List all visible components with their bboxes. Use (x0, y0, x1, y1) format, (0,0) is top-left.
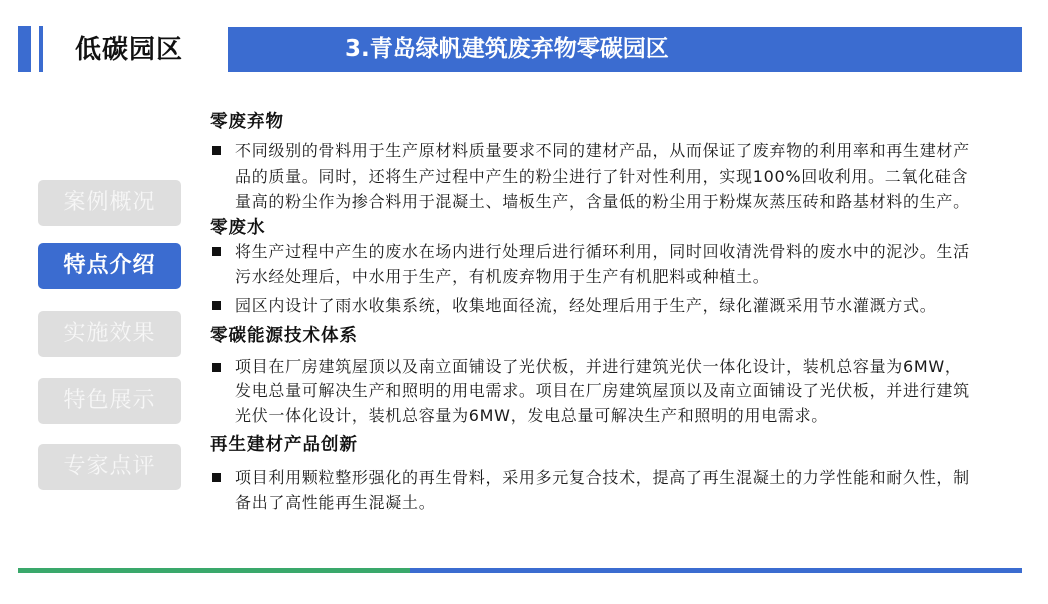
text-line: 污水经处理后，中水用于生产，有机废弃物用于生产有机肥料或种植土。 (235, 267, 770, 286)
section-heading-zero-wastewater: 零废水 (210, 218, 266, 238)
text-line: 品的质量。同时，还将生产过程中产生的粉尘进行了针对性利用，实现100%回收利用。二氧化硅含 (235, 166, 969, 186)
section-heading-zero-waste: 零废弃物 (210, 112, 284, 132)
text-line: 量高的粉尘作为掺合料用于混凝土、墙板生产，含量低的粉尘用于粉煤灰蒸压砖和路基材料的生产。 (235, 192, 970, 211)
text-line: 不同级别的骨料用于生产原材料质量要求不同的建材产品，从而保证了废弃物的利用率和再生建材产 (235, 141, 970, 160)
nav-item-expert-review[interactable]: 专家点评 (38, 444, 181, 490)
nav-item-features[interactable]: 特点介绍 (38, 243, 181, 289)
bullet-text (235, 293, 936, 319)
nav-item-case-overview[interactable]: 案例概况 (38, 180, 181, 226)
header-accent-bar-thin (39, 26, 43, 72)
title-banner (228, 27, 1022, 72)
bullet-text (235, 465, 970, 515)
section-heading-zero-carbon-energy: 零碳能源技术体系 (210, 326, 358, 346)
bullet-square-icon (212, 301, 221, 310)
text-line: 光伏一体化设计，装机总容量为6MW，发电总量可解决生产和照明的用电需求。 (235, 405, 829, 425)
footer-divider-green (18, 568, 410, 573)
text-line: 项目利用颗粒整形强化的再生骨料，采用多元复合技术，提高了再生混凝土的力学性能和耐久性，制 (235, 467, 970, 487)
nav-item-showcase[interactable]: 特色展示 (38, 378, 181, 424)
page-title: 3.青岛绿帆建筑废弃物零碳园区 (345, 36, 669, 62)
section-heading-recycled-materials: 再生建材产品创新 (210, 435, 358, 455)
bullet-text (235, 355, 970, 429)
header-accent-bar-thick (18, 26, 31, 72)
section-title: 低碳园区 (75, 35, 184, 65)
text-line: 备出了高性能再生混凝土。 (235, 492, 436, 512)
bullet-text (235, 239, 970, 290)
text-line: 将生产过程中产生的废水在场内进行处理后进行循环利用，同时回收清洗骨料的废水中的泥沙。生活 (235, 241, 970, 261)
bullet-text (235, 138, 970, 215)
footer-divider-blue (410, 568, 1022, 573)
bullet-square-icon (212, 363, 221, 372)
bullet-square-icon (212, 247, 221, 256)
bullet-square-icon (212, 473, 221, 482)
text-line: 园区内设计了雨水收集系统，收集地面径流，经处理后用于生产，绿化灌溉采用节水灌溉方式。 (235, 295, 937, 315)
text-line: 发电总量可解决生产和照明的用电需求。项目在厂房建筑屋顶以及南立面铺设了光伏板，并进行建筑 (235, 381, 970, 400)
nav-item-results[interactable]: 实施效果 (38, 311, 181, 357)
bullet-square-icon (212, 146, 221, 155)
text-line: 项目在厂房建筑屋顶以及南立面铺设了光伏板，并进行建筑光伏一体化设计，装机总容量为6MW， (235, 356, 962, 376)
